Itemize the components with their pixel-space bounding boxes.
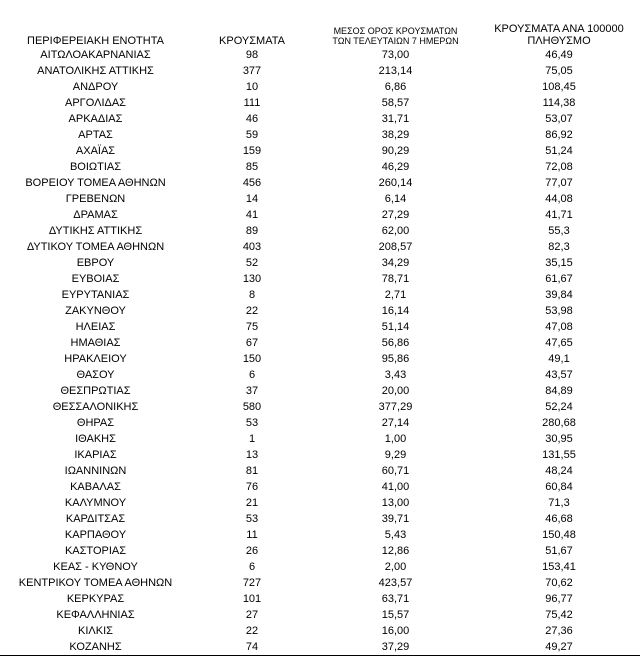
- cell-region: ΚΑΛΥΜΝΟΥ: [64, 497, 127, 509]
- cell-cases: 37: [245, 385, 259, 397]
- table-row: [0, 287, 640, 303]
- cell-region: ΚΕΡΚΥΡΑΣ: [66, 593, 125, 605]
- cell-avg7: 34,29: [381, 257, 410, 269]
- table-row: [0, 191, 640, 207]
- cell-avg7: 6,14: [384, 193, 407, 205]
- cell-cases: 26: [245, 545, 259, 557]
- cell-per100k: 35,15: [545, 257, 573, 269]
- header-avg7-line1: ΜΕΣΟΣ ΟΡΟΣ ΚΡΟΥΣΜΑΤΩΝ: [333, 26, 458, 37]
- cell-region: ΚΕΦΑΛΛΗΝΙΑΣ: [56, 609, 135, 621]
- cell-region: ΓΡΕΒΕΝΩΝ: [65, 193, 126, 205]
- cell-cases: 11: [246, 529, 258, 541]
- cell-region: ΚΑΒΑΛΑΣ: [70, 481, 121, 493]
- table-row: [0, 383, 640, 399]
- cell-avg7: 95,86: [381, 353, 410, 365]
- cell-cases: 101: [242, 593, 262, 605]
- cell-region: ΑΧΑΪΑΣ: [75, 145, 116, 157]
- cell-region: ΑΝΑΤΟΛΙΚΗΣ ΑΤΤΙΚΗΣ: [37, 65, 154, 77]
- cell-region: ΔΥΤΙΚΟΥ ΤΟΜΕΑ ΑΘΗΝΩΝ: [26, 241, 165, 253]
- header-cases-label: ΚΡΟΥΣΜΑΤΑ: [219, 34, 285, 47]
- cell-avg7: 63,71: [381, 593, 410, 605]
- cell-per100k: 70,62: [545, 577, 573, 589]
- cell-avg7: 377,29: [378, 401, 413, 413]
- cell-per100k: 43,57: [545, 369, 573, 381]
- cell-region: ΗΡΑΚΛΕΙΟΥ: [64, 353, 127, 365]
- cell-region: ΙΚΑΡΙΑΣ: [74, 449, 117, 461]
- cell-per100k: 30,95: [545, 433, 573, 445]
- cell-avg7: 38,29: [381, 129, 410, 141]
- cell-region: ΚΕΑΣ - ΚΥΘΝΟΥ: [53, 561, 138, 573]
- cell-region: ΘΑΣΟΥ: [76, 369, 115, 381]
- table-row: [0, 143, 640, 159]
- table-row: [0, 127, 640, 143]
- cell-cases: 27: [245, 609, 259, 621]
- table-row: [0, 431, 640, 447]
- cell-region: ΔΥΤΙΚΗΣ ΑΤΤΙΚΗΣ: [48, 225, 143, 237]
- cell-cases: 89: [245, 225, 259, 237]
- table-row: [0, 271, 640, 287]
- cell-cases: 150: [242, 353, 262, 365]
- cell-region: ΕΥΡΥΤΑΝΙΑΣ: [61, 289, 130, 301]
- cell-per100k: 53,07: [545, 113, 573, 125]
- cell-per100k: 46,49: [545, 49, 573, 61]
- table-row: [0, 79, 640, 95]
- cell-region: ΗΛΕΙΑΣ: [75, 321, 116, 333]
- table-row: [0, 367, 640, 383]
- cell-region: ΚΑΡΠΑΘΟΥ: [64, 529, 127, 541]
- table-row: [0, 479, 640, 495]
- table-row: [0, 559, 640, 575]
- table-row: [0, 335, 640, 351]
- cell-avg7: 27,29: [381, 209, 410, 221]
- table-row: [0, 159, 640, 175]
- cell-region: ΖΑΚΥΝΘΟΥ: [65, 305, 126, 317]
- cell-per100k: 27,36: [545, 625, 573, 637]
- cell-per100k: 51,24: [545, 145, 573, 157]
- cell-per100k: 44,08: [545, 193, 573, 205]
- cell-avg7: 1,00: [384, 433, 407, 445]
- cell-region: ΒΟΡΕΙΟΥ ΤΟΜΕΑ ΑΘΗΝΩΝ: [25, 177, 166, 189]
- cell-per100k: 52,24: [545, 401, 573, 413]
- cell-cases: 75: [245, 321, 259, 333]
- cell-per100k: 47,08: [545, 321, 573, 333]
- cell-avg7: 3,43: [384, 369, 407, 381]
- cell-cases: 456: [242, 177, 262, 189]
- cell-region: ΑΝΔΡΟΥ: [72, 81, 119, 93]
- cell-cases: 403: [242, 241, 262, 253]
- cell-per100k: 48,24: [545, 465, 573, 477]
- cell-avg7: 46,29: [381, 161, 410, 173]
- cell-per100k: 153,41: [542, 561, 576, 573]
- cell-per100k: 75,42: [545, 609, 573, 621]
- cell-per100k: 46,68: [545, 513, 573, 525]
- cell-cases: 10: [245, 81, 259, 93]
- table-row: [0, 63, 640, 79]
- cell-avg7: 2,71: [384, 289, 407, 301]
- cell-avg7: 20,00: [381, 385, 410, 397]
- cell-cases: 377: [242, 65, 262, 77]
- cell-cases: 41: [245, 209, 259, 221]
- cell-avg7: 16,00: [381, 625, 410, 637]
- cell-cases: 59: [245, 129, 259, 141]
- cell-per100k: 150,48: [542, 529, 576, 541]
- table-row: [0, 319, 640, 335]
- cell-per100k: 114,38: [542, 97, 576, 109]
- table-row: [0, 255, 640, 271]
- cell-cases: 13: [245, 449, 259, 461]
- cell-cases: 580: [242, 401, 262, 413]
- header-cases: [191, 14, 313, 47]
- cell-cases: 159: [242, 145, 262, 157]
- cell-avg7: 12,86: [381, 545, 410, 557]
- cell-per100k: 131,55: [542, 449, 576, 461]
- cell-per100k: 108,45: [542, 81, 576, 93]
- cell-per100k: 71,3: [548, 497, 570, 509]
- cell-cases: 111: [243, 97, 261, 109]
- cell-per100k: 96,77: [545, 593, 573, 605]
- cell-cases: 6: [248, 369, 256, 381]
- table-body: [0, 47, 640, 656]
- cell-avg7: 39,71: [381, 513, 410, 525]
- table-row: [0, 47, 640, 63]
- cell-per100k: 49,27: [478, 639, 640, 656]
- cell-per100k: 75,05: [545, 65, 573, 77]
- cell-avg7: 60,71: [381, 465, 410, 477]
- cell-per100k: 77,07: [545, 177, 573, 189]
- cell-cases: 21: [245, 497, 259, 509]
- cell-per100k: 60,84: [545, 481, 573, 493]
- cell-avg7: 41,00: [381, 481, 410, 493]
- cell-avg7: 31,71: [381, 113, 410, 125]
- cell-region: ΙΩΑΝΝΙΝΩΝ: [64, 465, 127, 477]
- cell-avg7: 423,57: [378, 577, 413, 589]
- cell-avg7: 6,86: [384, 81, 407, 93]
- cell-avg7: 260,14: [378, 177, 413, 189]
- cell-avg7: 51,14: [381, 321, 410, 333]
- cell-avg7: 62,00: [381, 225, 410, 237]
- table-row: [0, 239, 640, 255]
- cell-avg7: 5,43: [384, 529, 407, 541]
- cell-avg7: 27,14: [381, 417, 410, 429]
- cell-region: ΑΡΤΑΣ: [78, 129, 113, 141]
- cell-cases: 76: [245, 481, 259, 493]
- header-per100k: [478, 14, 640, 47]
- cell-region: ΑΙΤΩΛΟΑΚΑΡΝΑΝΙΑΣ: [40, 49, 151, 61]
- table-header: [0, 14, 640, 47]
- table-row: [0, 207, 640, 223]
- cell-per100k: 39,84: [545, 289, 573, 301]
- cell-avg7: 13,00: [381, 497, 410, 509]
- cell-per100k: 280,68: [542, 417, 576, 429]
- table-row: [0, 175, 640, 191]
- cell-avg7: 78,71: [381, 273, 410, 285]
- cell-region: ΚΙΛΚΙΣ: [78, 625, 113, 637]
- cell-cases: 6: [248, 561, 256, 573]
- table-row: [0, 415, 640, 431]
- cell-region: ΑΡΚΑΔΙΑΣ: [68, 113, 123, 125]
- table-row: [0, 303, 640, 319]
- table-row: [0, 399, 640, 415]
- cell-avg7: 2,00: [384, 561, 407, 573]
- header-per100k-line2: ΠΛΗΘΥΣΜΟ: [527, 34, 591, 47]
- header-row: [0, 14, 640, 47]
- cell-cases: 1: [248, 433, 256, 445]
- cell-region: ΗΜΑΘΙΑΣ: [70, 337, 121, 349]
- cell-per100k: 53,98: [545, 305, 573, 317]
- cell-avg7: 90,29: [381, 145, 410, 157]
- cell-per100k: 82,3: [548, 241, 570, 253]
- cell-region: ΚΑΡΔΙΤΣΑΣ: [65, 513, 126, 525]
- cell-cases: 727: [242, 577, 262, 589]
- table-row: [0, 575, 640, 591]
- table-row: [0, 543, 640, 559]
- cell-avg7: 37,29: [313, 639, 478, 656]
- table-row: [0, 447, 640, 463]
- table-row: [0, 639, 640, 656]
- table-row: [0, 95, 640, 111]
- cell-region: ΕΒΡΟΥ: [76, 257, 115, 269]
- cell-cases: 53: [245, 513, 259, 525]
- cell-per100k: 41,71: [545, 209, 573, 221]
- cell-region: ΘΕΣΠΡΩΤΙΑΣ: [60, 385, 131, 397]
- cell-avg7: 213,14: [378, 65, 413, 77]
- cell-region: ΕΥΒΟΙΑΣ: [71, 273, 120, 285]
- header-per100k-line1: ΚΡΟΥΣΜΑΤΑ ΑΝΑ 100000: [494, 22, 624, 35]
- cell-cases: 8: [248, 289, 256, 301]
- cell-region: ΑΡΓΟΛΙΔΑΣ: [65, 97, 126, 109]
- cell-per100k: 55,3: [548, 225, 570, 237]
- cell-per100k: 84,89: [545, 385, 573, 397]
- cell-cases: 52: [245, 257, 259, 269]
- cell-region: ΙΘΑΚΗΣ: [75, 433, 116, 445]
- cell-cases: 74: [191, 639, 313, 656]
- covid-cases-table: [0, 14, 640, 656]
- cell-cases: 81: [245, 465, 259, 477]
- cell-avg7: 56,86: [381, 337, 410, 349]
- cell-per100k: 51,67: [545, 545, 573, 557]
- cell-per100k: 72,08: [545, 161, 573, 173]
- cell-avg7: 9,29: [384, 449, 407, 461]
- table-row: [0, 351, 640, 367]
- cell-per100k: 86,92: [545, 129, 573, 141]
- table-row: [0, 623, 640, 639]
- table-row: [0, 223, 640, 239]
- table-row: [0, 607, 640, 623]
- cell-cases: 130: [242, 273, 262, 285]
- cell-cases: 14: [245, 193, 259, 205]
- cell-per100k: 49,1: [548, 353, 570, 365]
- cell-avg7: 16,14: [381, 305, 410, 317]
- cell-cases: 53: [245, 417, 259, 429]
- table-row: [0, 495, 640, 511]
- cell-region: ΘΗΡΑΣ: [76, 417, 115, 429]
- cell-region: ΒΟΙΩΤΙΑΣ: [69, 161, 122, 173]
- cell-region: ΚΟΖΑΝΗΣ: [0, 639, 191, 656]
- table-row: [0, 527, 640, 543]
- header-avg7: [313, 14, 478, 47]
- header-avg7-line2: ΤΩΝ ΤΕΛΕΥΤΑΙΩΝ 7 ΗΜΕΡΩΝ: [332, 36, 459, 47]
- cell-avg7: 58,57: [381, 97, 410, 109]
- table-row: [0, 111, 640, 127]
- header-region-label: ΠΕΡΙΦΕΡΕΙΑΚΗ ΕΝΟΤΗΤΑ: [27, 34, 164, 47]
- table-row: [0, 511, 640, 527]
- table-row: [0, 591, 640, 607]
- cell-avg7: 208,57: [378, 241, 413, 253]
- cell-avg7: 73,00: [381, 49, 410, 61]
- cell-cases: 22: [245, 305, 259, 317]
- cell-cases: 98: [245, 49, 259, 61]
- cell-region: ΘΕΣΣΑΛΟΝΙΚΗΣ: [52, 401, 139, 413]
- cell-per100k: 47,65: [545, 337, 573, 349]
- cell-region: ΚΑΣΤΟΡΙΑΣ: [64, 545, 127, 557]
- cell-cases: 85: [245, 161, 259, 173]
- cell-region: ΔΡΑΜΑΣ: [73, 209, 118, 221]
- cell-cases: 22: [245, 625, 259, 637]
- cell-avg7: 15,57: [381, 609, 410, 621]
- cell-per100k: 61,67: [545, 273, 573, 285]
- cell-cases: 67: [245, 337, 259, 349]
- cell-region: ΚΕΝΤΡΙΚΟΥ ΤΟΜΕΑ ΑΘΗΝΩΝ: [18, 577, 173, 589]
- cell-cases: 46: [245, 113, 259, 125]
- header-region: [0, 14, 191, 47]
- table-row: [0, 463, 640, 479]
